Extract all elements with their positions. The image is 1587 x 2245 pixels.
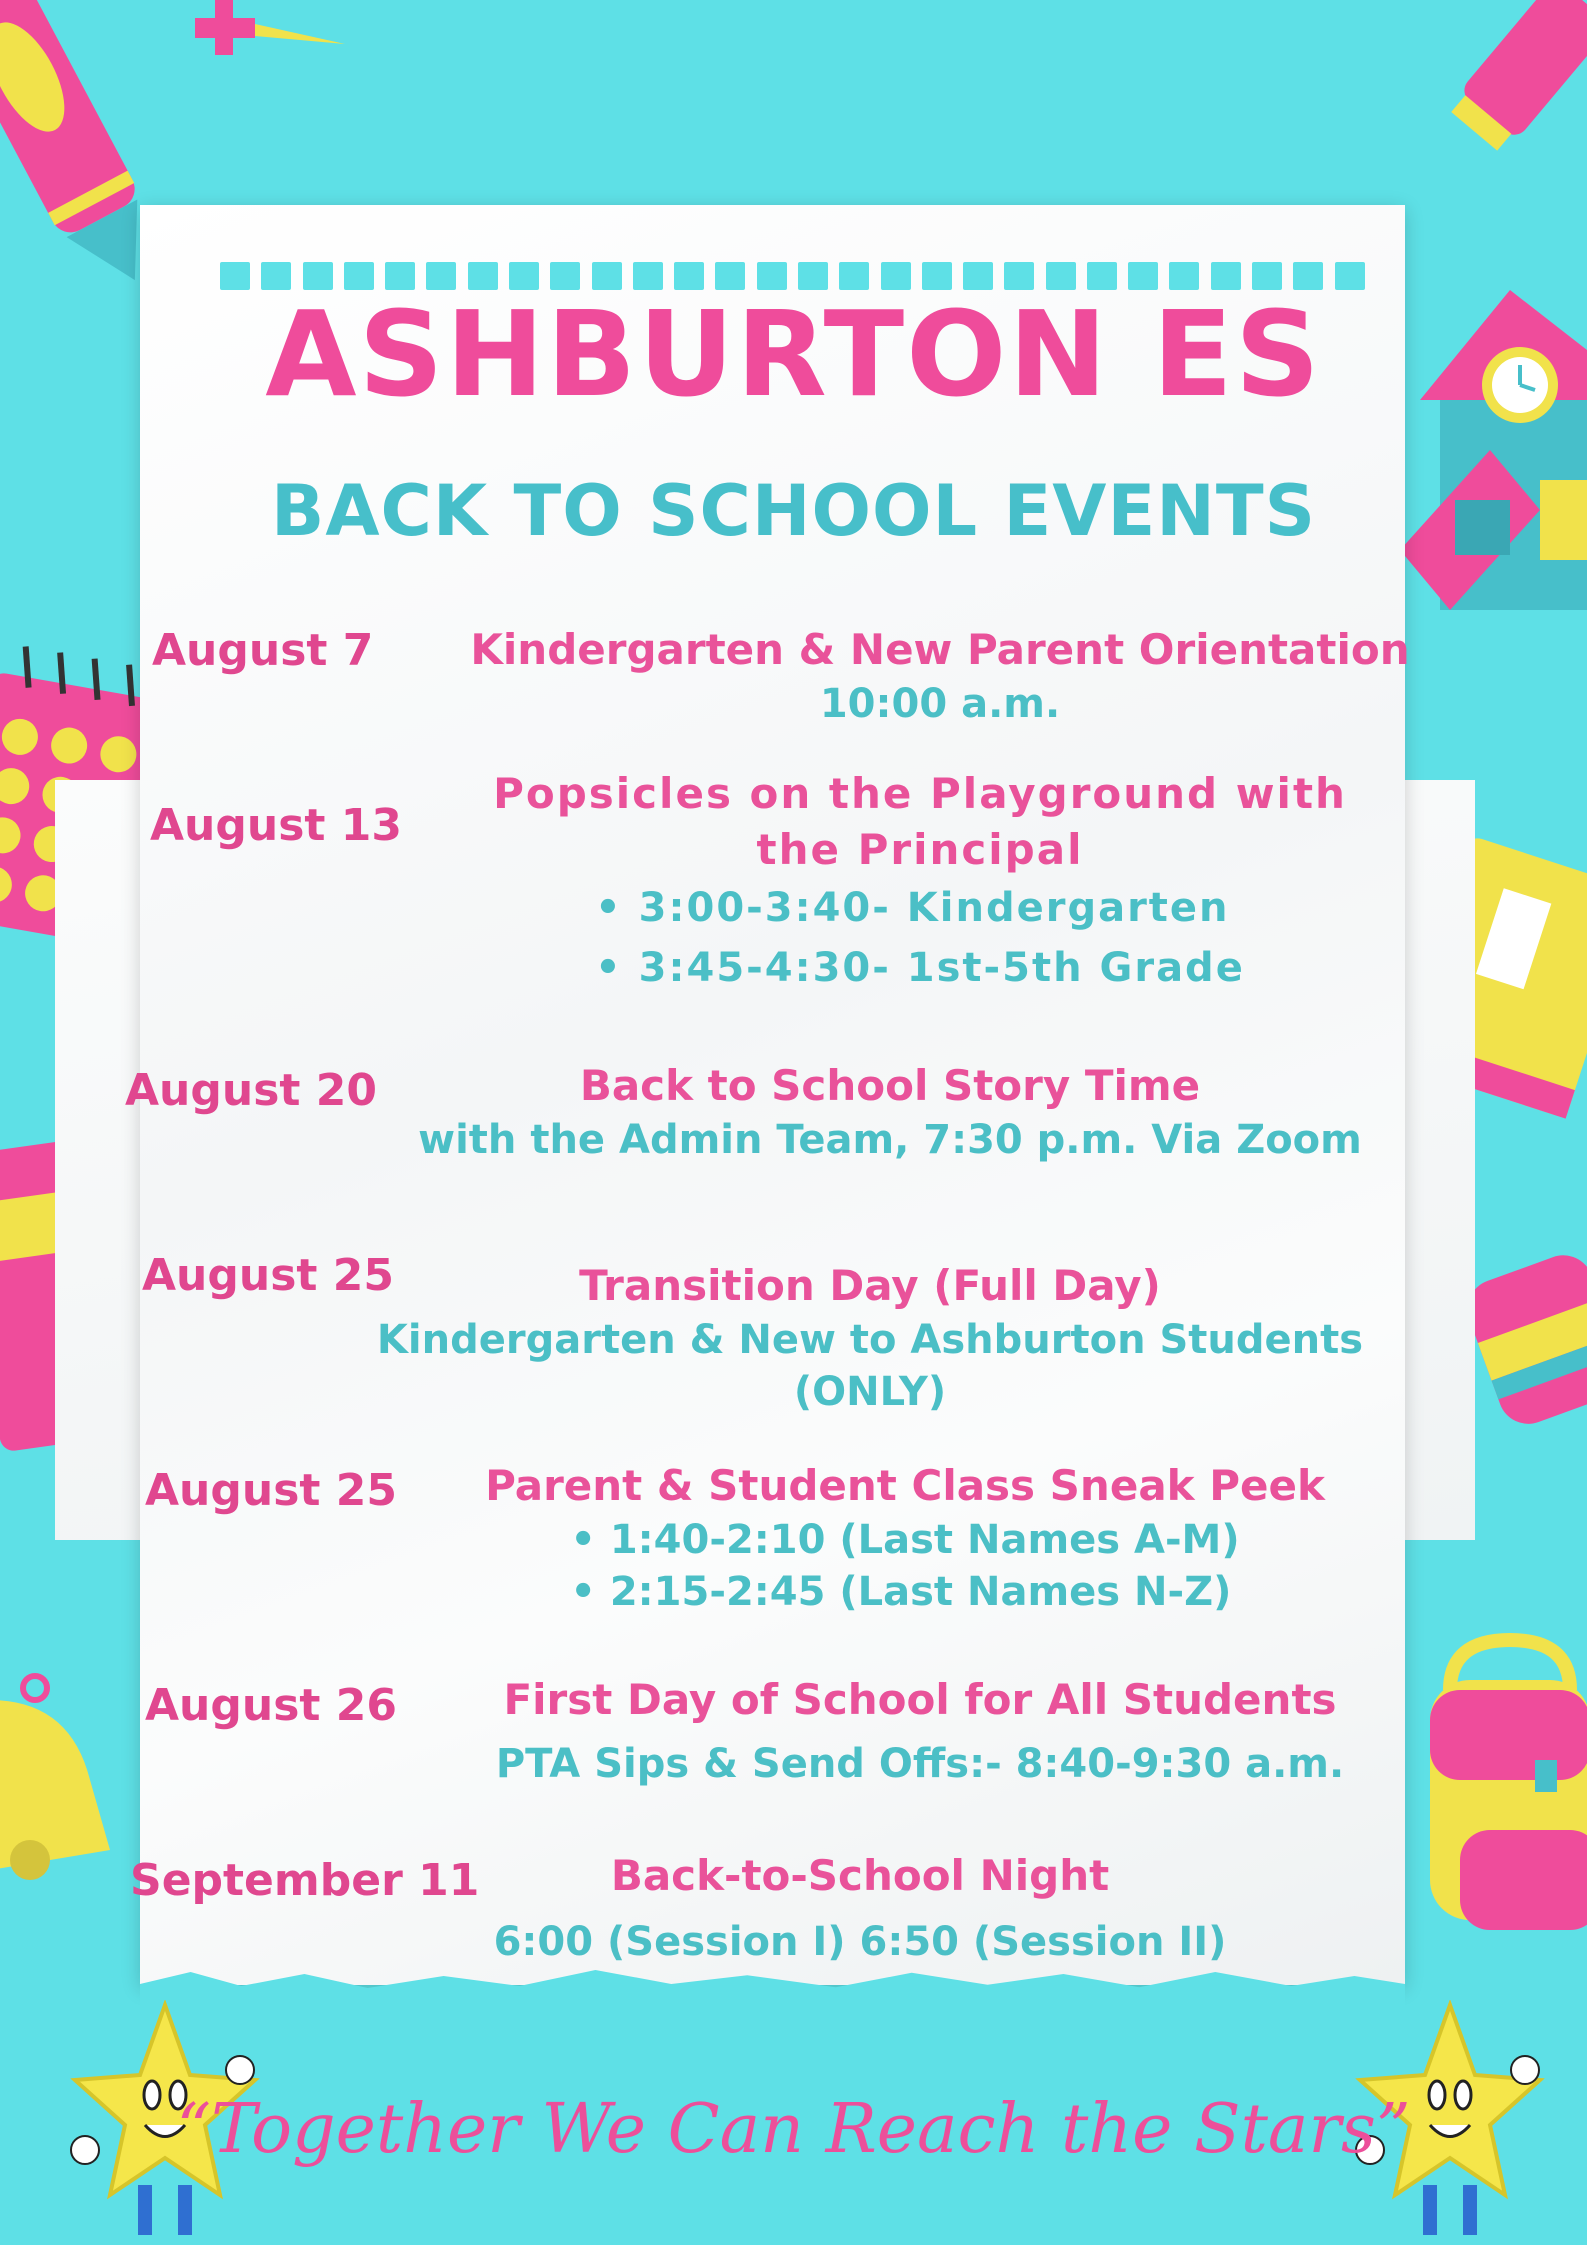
event-time-slot: • 3:45-4:30- 1st-5th Grade [595,938,1245,998]
pushpin-icon [135,0,355,70]
event-date: August 25 [145,1465,397,1516]
slogan: “Together We Can Reach the Stars” [176,2090,1411,2169]
event-time-slot: • 1:40-2:10 (Last Names A-M) [570,1514,1239,1566]
event-title: Popsicles on the Playground with [493,769,1347,818]
event-date: August 20 [125,1065,377,1116]
event-details [405,1458,1405,1618]
events-subtitle: BACK TO SCHOOL EVENTS [270,470,1317,552]
event-details [390,1058,1390,1166]
event-details [420,1672,1420,1790]
event-date: September 11 [130,1855,480,1906]
event-title: Transition Day (Full Day) [579,1261,1161,1310]
event-time-slot: • 3:00-3:40- Kindergarten [595,878,1245,938]
backpack-icon [1420,1630,1587,1940]
event-time: PTA Sips & Send Offs:- 8:40-9:30 a.m. [495,1741,1345,1787]
event-details [440,622,1440,730]
event-time-list [595,878,1245,998]
event-title: Back to School Story Time [579,1061,1201,1110]
pencil-case-icon [1460,1240,1587,1440]
event-title: First Day of School for All Students [503,1675,1337,1724]
event-time-slot: • 2:15-2:45 (Last Names N-Z) [570,1566,1239,1618]
event-time: 6:00 (Session I) 6:50 (Session II) [493,1919,1227,1965]
event-time-list [570,1514,1239,1618]
event-time: with the Admin Team, 7:30 p.m. Via Zoom [418,1117,1362,1163]
event-time: 10:00 a.m. [819,681,1061,727]
event-date: August 13 [150,800,402,851]
event-details [360,1848,1360,1968]
event-details [370,1258,1370,1418]
event-title: Parent & Student Class Sneak Peek [485,1461,1325,1510]
event-details [420,766,1420,998]
highlighter-icon [1430,0,1587,160]
school-name-title: ASHBURTON ES [265,285,1322,423]
event-title: Back-to-School Night [610,1851,1110,1900]
crayon-icon [0,0,150,320]
event-title: Kindergarten & New Parent Orientation [470,625,1410,674]
event-date: August 26 [145,1680,397,1731]
event-audience: Kindergarten & New to Ashburton Students [376,1317,1364,1363]
event-title-line-2: the Principal [756,825,1084,874]
event-date: August 7 [152,625,374,676]
event-audience-note: (ONLY) [793,1369,947,1415]
event-date: August 25 [142,1250,394,1301]
